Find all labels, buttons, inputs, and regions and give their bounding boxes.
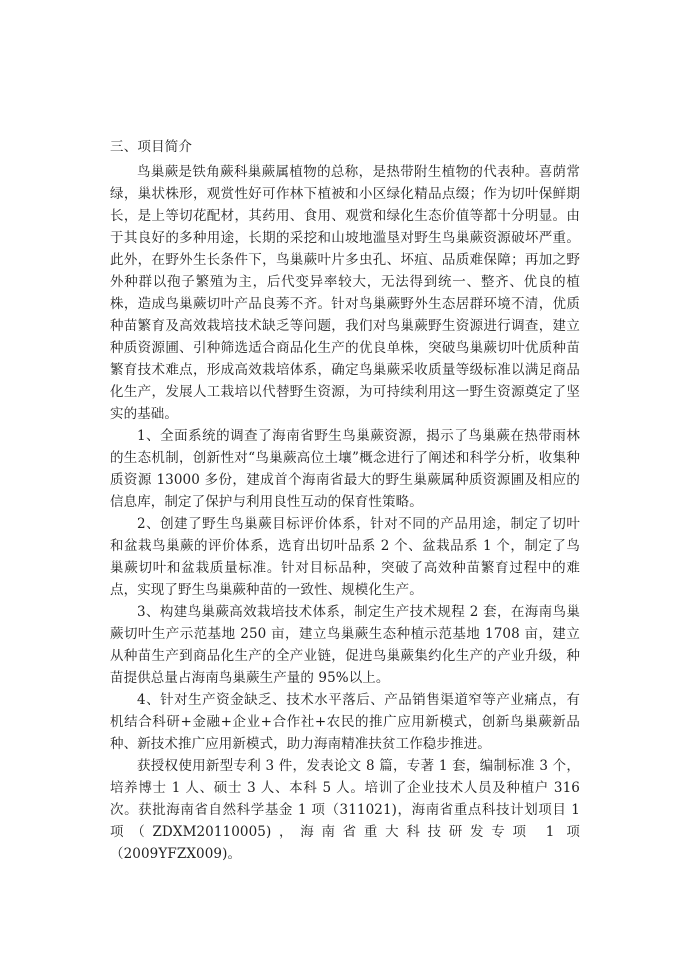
point-4-paragraph: 4、针对生产资金缺乏、技术水平落后、产品销售渠道窄等产业痛点，有机结合科研+金融+企业+合作社+农民的推广应用新模式，创新鸟巢蕨新品种、新技术推广应用新模式，助力海南精准扶贫工作稳步推进。 bbox=[110, 692, 580, 752]
point-3-paragraph: 3、构建鸟巢蕨高效栽培技术体系，制定生产技术规程 2 套，在海南鸟巢蕨切叶生产示范基地 250 亩，建立鸟巢蕨生态种植示范基地 1708 亩，建立从种苗生产到商品化生产的全产业链，促进鸟巢蕨集约化生产的产业升级，种苗提供总量占海南鸟巢蕨生产量的 95%以上。 bbox=[110, 604, 580, 686]
section-heading: 三、项目简介 bbox=[110, 139, 193, 155]
point-2-paragraph: 2、创建了野生鸟巢蕨目标评价体系，针对不同的产品用途，制定了切叶和盆栽鸟巢蕨的评价体系，选育出切叶品系 2 个、盆栽品系 1 个，制定了鸟巢蕨切叶和盆栽质量标准。针对目标品种，突破了高效种苗繁育过程中的难点，实现了野生鸟巢蕨种苗的一致性、规模化生产。 bbox=[110, 516, 580, 598]
achievements-paragraph: 获授权使用新型专利 3 件，发表论文 8 篇，专著 1 套，编制标准 3 个，培养博士 1 人、硕士 3 人、本科 5 人。培训了企业技术人员及种植户 316 次。获批海南省自然科学基金 1 项（311021)，海南省重点科技计划项目 1 项（ZDXM20110005)，海南省重大科技研发专项 1 项（2009YFZX009)。 bbox=[110, 758, 580, 862]
intro-paragraph: 鸟巢蕨是铁角蕨科巢蕨属植物的总称，是热带附生植物的代表种。喜荫常绿，巢状株形，观赏性好可作林下植被和小区绿化精品点缀；作为切叶保鲜期长，是上等切花配材，其药用、食用、观赏和绿化生态价值等都十分明显。由于其良好的多种用途，长期的采挖和山坡地滥垦对野生鸟巢蕨资源破坏严重。此外，在野外生长条件下，鸟巢蕨叶片多虫孔、坏疽、品质难保障；再加之野外种群以孢子繁殖为主，后代变异率较大，无法得到统一、整齐、优良的植株，造成鸟巢蕨切叶产品良莠不齐。针对鸟巢蕨野外生态居群环境不清，优质种苗繁育及高效栽培技术缺乏等问题，我们对鸟巢蕨野生资源进行调查，建立种质资源圃、引种筛选适合商品化生产的优良单株，突破鸟巢蕨切叶优质种苗繁育技术难点，形成高效栽培体系，确定鸟巢蕨采收质量等级标准以满足商品化生产，发展人工栽培以代替野生资源，为可持续利用这一野生资源奠定了坚实的基础。 bbox=[110, 164, 580, 422]
point-1-paragraph: 1、全面系统的调查了海南省野生鸟巢蕨资源，揭示了鸟巢蕨在热带雨林的生态机制，创新性对“鸟巢蕨高位土壤”概念进行了阐述和科学分析，收集种质资源 13000 多份，建成首个海南省最大的野生巢蕨属种质资源圃及相应的信息库，制定了保护与利用良性互动的保育性策略。 bbox=[110, 428, 580, 510]
document-body bbox=[110, 138, 580, 865]
